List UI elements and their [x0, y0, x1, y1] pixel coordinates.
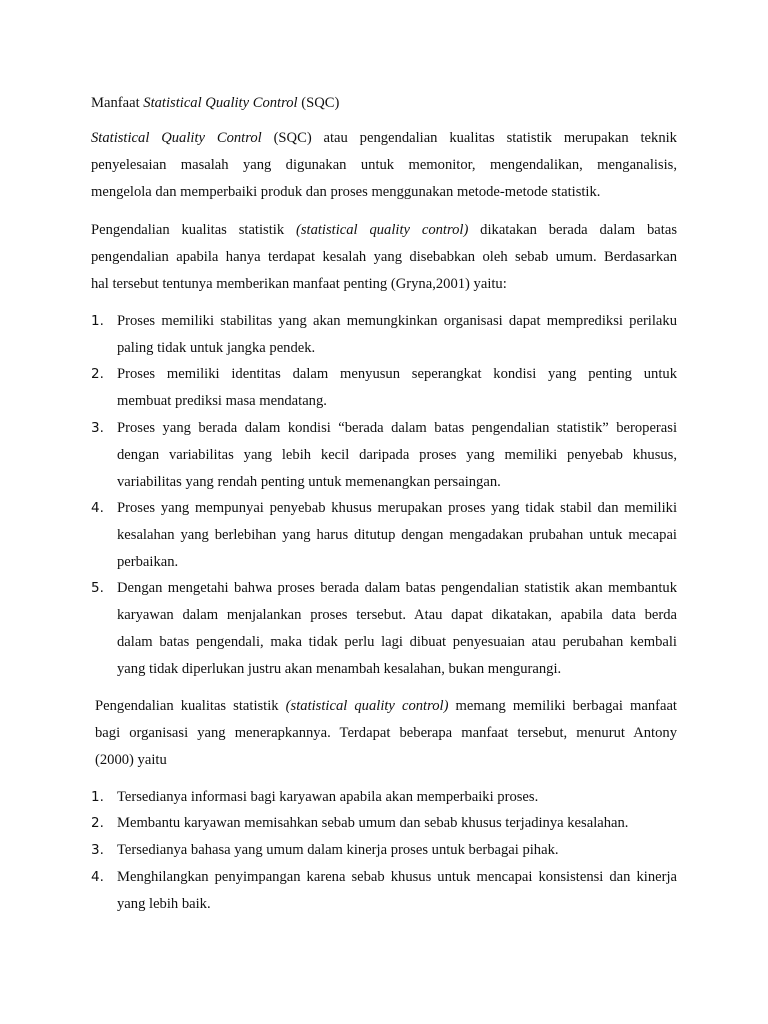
- list-item-line: dalam batas pengendali, maka tidak perlu lagi dibuat penyesuaian atau perubahan kembali: [117, 634, 677, 650]
- p2-pre: Pengendalian kualitas statistik: [91, 222, 296, 238]
- list-number: 2.: [91, 366, 104, 382]
- paragraph-2-line-1: [91, 220, 677, 240]
- list-item-line: dengan variabilitas yang lebih kecil daripada proses yang memiliki penyebab khusus,: [117, 447, 677, 463]
- list-number: 4.: [91, 500, 104, 516]
- title-suffix: (SQC): [297, 95, 340, 111]
- p1-rest: (SQC) atau pengendalian kualitas statistik merupakan teknik: [261, 130, 677, 146]
- list-item-line: variabilitas yang rendah penting untuk memenangkan persaingan.: [117, 474, 501, 490]
- p3-italic: (statistical quality control): [285, 698, 449, 714]
- title-prefix: Manfaat: [91, 95, 144, 111]
- list-item-line: karyawan dalam menjalankan proses tersebut. Atau dapat dikatakan, apabila data berda: [117, 607, 677, 623]
- paragraph-1-line-2: penyelesaian masalah yang digunakan untuk memonitor, mengendalikan, menganalisis,: [91, 157, 677, 173]
- list-item-line: Proses yang berada dalam kondisi “berada dalam batas pengendalian statistik” beroperasi: [117, 420, 677, 436]
- list-item-line: yang tidak diperlukan justru akan menambah kesalahan, bukan mengurangi.: [117, 661, 562, 677]
- paragraph-3-line-2: bagi organisasi yang menerapkannya. Terdapat beberapa manfaat tersebut, menurut Antony: [95, 725, 677, 741]
- p2-italic: (statistical quality control): [295, 222, 469, 238]
- list-item-line: Proses memiliki stabilitas yang akan memungkinkan organisasi dapat memprediksi perilaku: [117, 313, 677, 329]
- list-item-line: paling tidak untuk jangka pendek.: [117, 340, 316, 356]
- paragraph-1-line-3: mengelola dan memperbaiki produk dan proses menggunakan metode-metode statistik.: [91, 184, 601, 200]
- list-item-line: kesalahan yang berlebihan yang harus ditutup dengan mengadakan prubahan untuk mecapai: [117, 527, 677, 543]
- list-item-line: Tersedianya bahasa yang umum dalam kinerja proses untuk berbagai pihak.: [117, 842, 559, 858]
- list-item-line: Dengan mengetahi bahwa proses berada dalam batas pengendalian statistik akan membantuk: [117, 580, 677, 596]
- list-number: 4.: [91, 869, 104, 885]
- list-item-line: Proses yang mempunyai penyebab khusus merupakan proses yang tidak stabil dan memiliki: [117, 500, 677, 516]
- list-number: 1.: [91, 789, 104, 805]
- paragraph-3-line-3: (2000) yaitu: [95, 752, 167, 768]
- p3-post: memang memiliki berbagai manfaat: [448, 698, 677, 714]
- list-item-line: Menghilangkan penyimpangan karena sebab khusus untuk mencapai konsistensi dan kinerja: [117, 869, 677, 885]
- list-item-line: membuat prediksi masa mendatang.: [117, 393, 327, 409]
- list-number: 1.: [91, 313, 104, 329]
- list-item-line: Proses memiliki identitas dalam menyusun seperangkat kondisi yang penting untuk: [117, 366, 677, 382]
- page-title: [91, 93, 339, 113]
- p1-italic: Statistical Quality Control: [91, 130, 262, 146]
- list-item-line: yang lebih baik.: [117, 896, 211, 912]
- list-number: 3.: [91, 420, 104, 436]
- list-item-line: perbaikan.: [117, 554, 179, 570]
- paragraph-3-line-1: [95, 696, 677, 716]
- p2-post: dikatakan berada dalam batas: [468, 222, 677, 238]
- paragraph-2-line-2: pengendalian apabila hanya terdapat kesalah yang disebabkan oleh sebab umum. Berdasarkan: [91, 249, 677, 265]
- list-item-line: Membantu karyawan memisahkan sebab umum dan sebab khusus terjadinya kesalahan.: [117, 815, 629, 831]
- list-item-line: Tersedianya informasi bagi karyawan apabila akan memperbaiki proses.: [117, 789, 539, 805]
- title-italic: Statistical Quality Control: [143, 95, 298, 111]
- list-number: 2.: [91, 815, 104, 831]
- paragraph-2-line-3: hal tersebut tentunya memberikan manfaat penting (Gryna,2001) yaitu:: [91, 276, 507, 292]
- list-number: 3.: [91, 842, 104, 858]
- paragraph-1-line-1: [91, 128, 677, 148]
- p3-pre: Pengendalian kualitas statistik: [95, 698, 286, 714]
- list-number: 5.: [91, 580, 104, 596]
